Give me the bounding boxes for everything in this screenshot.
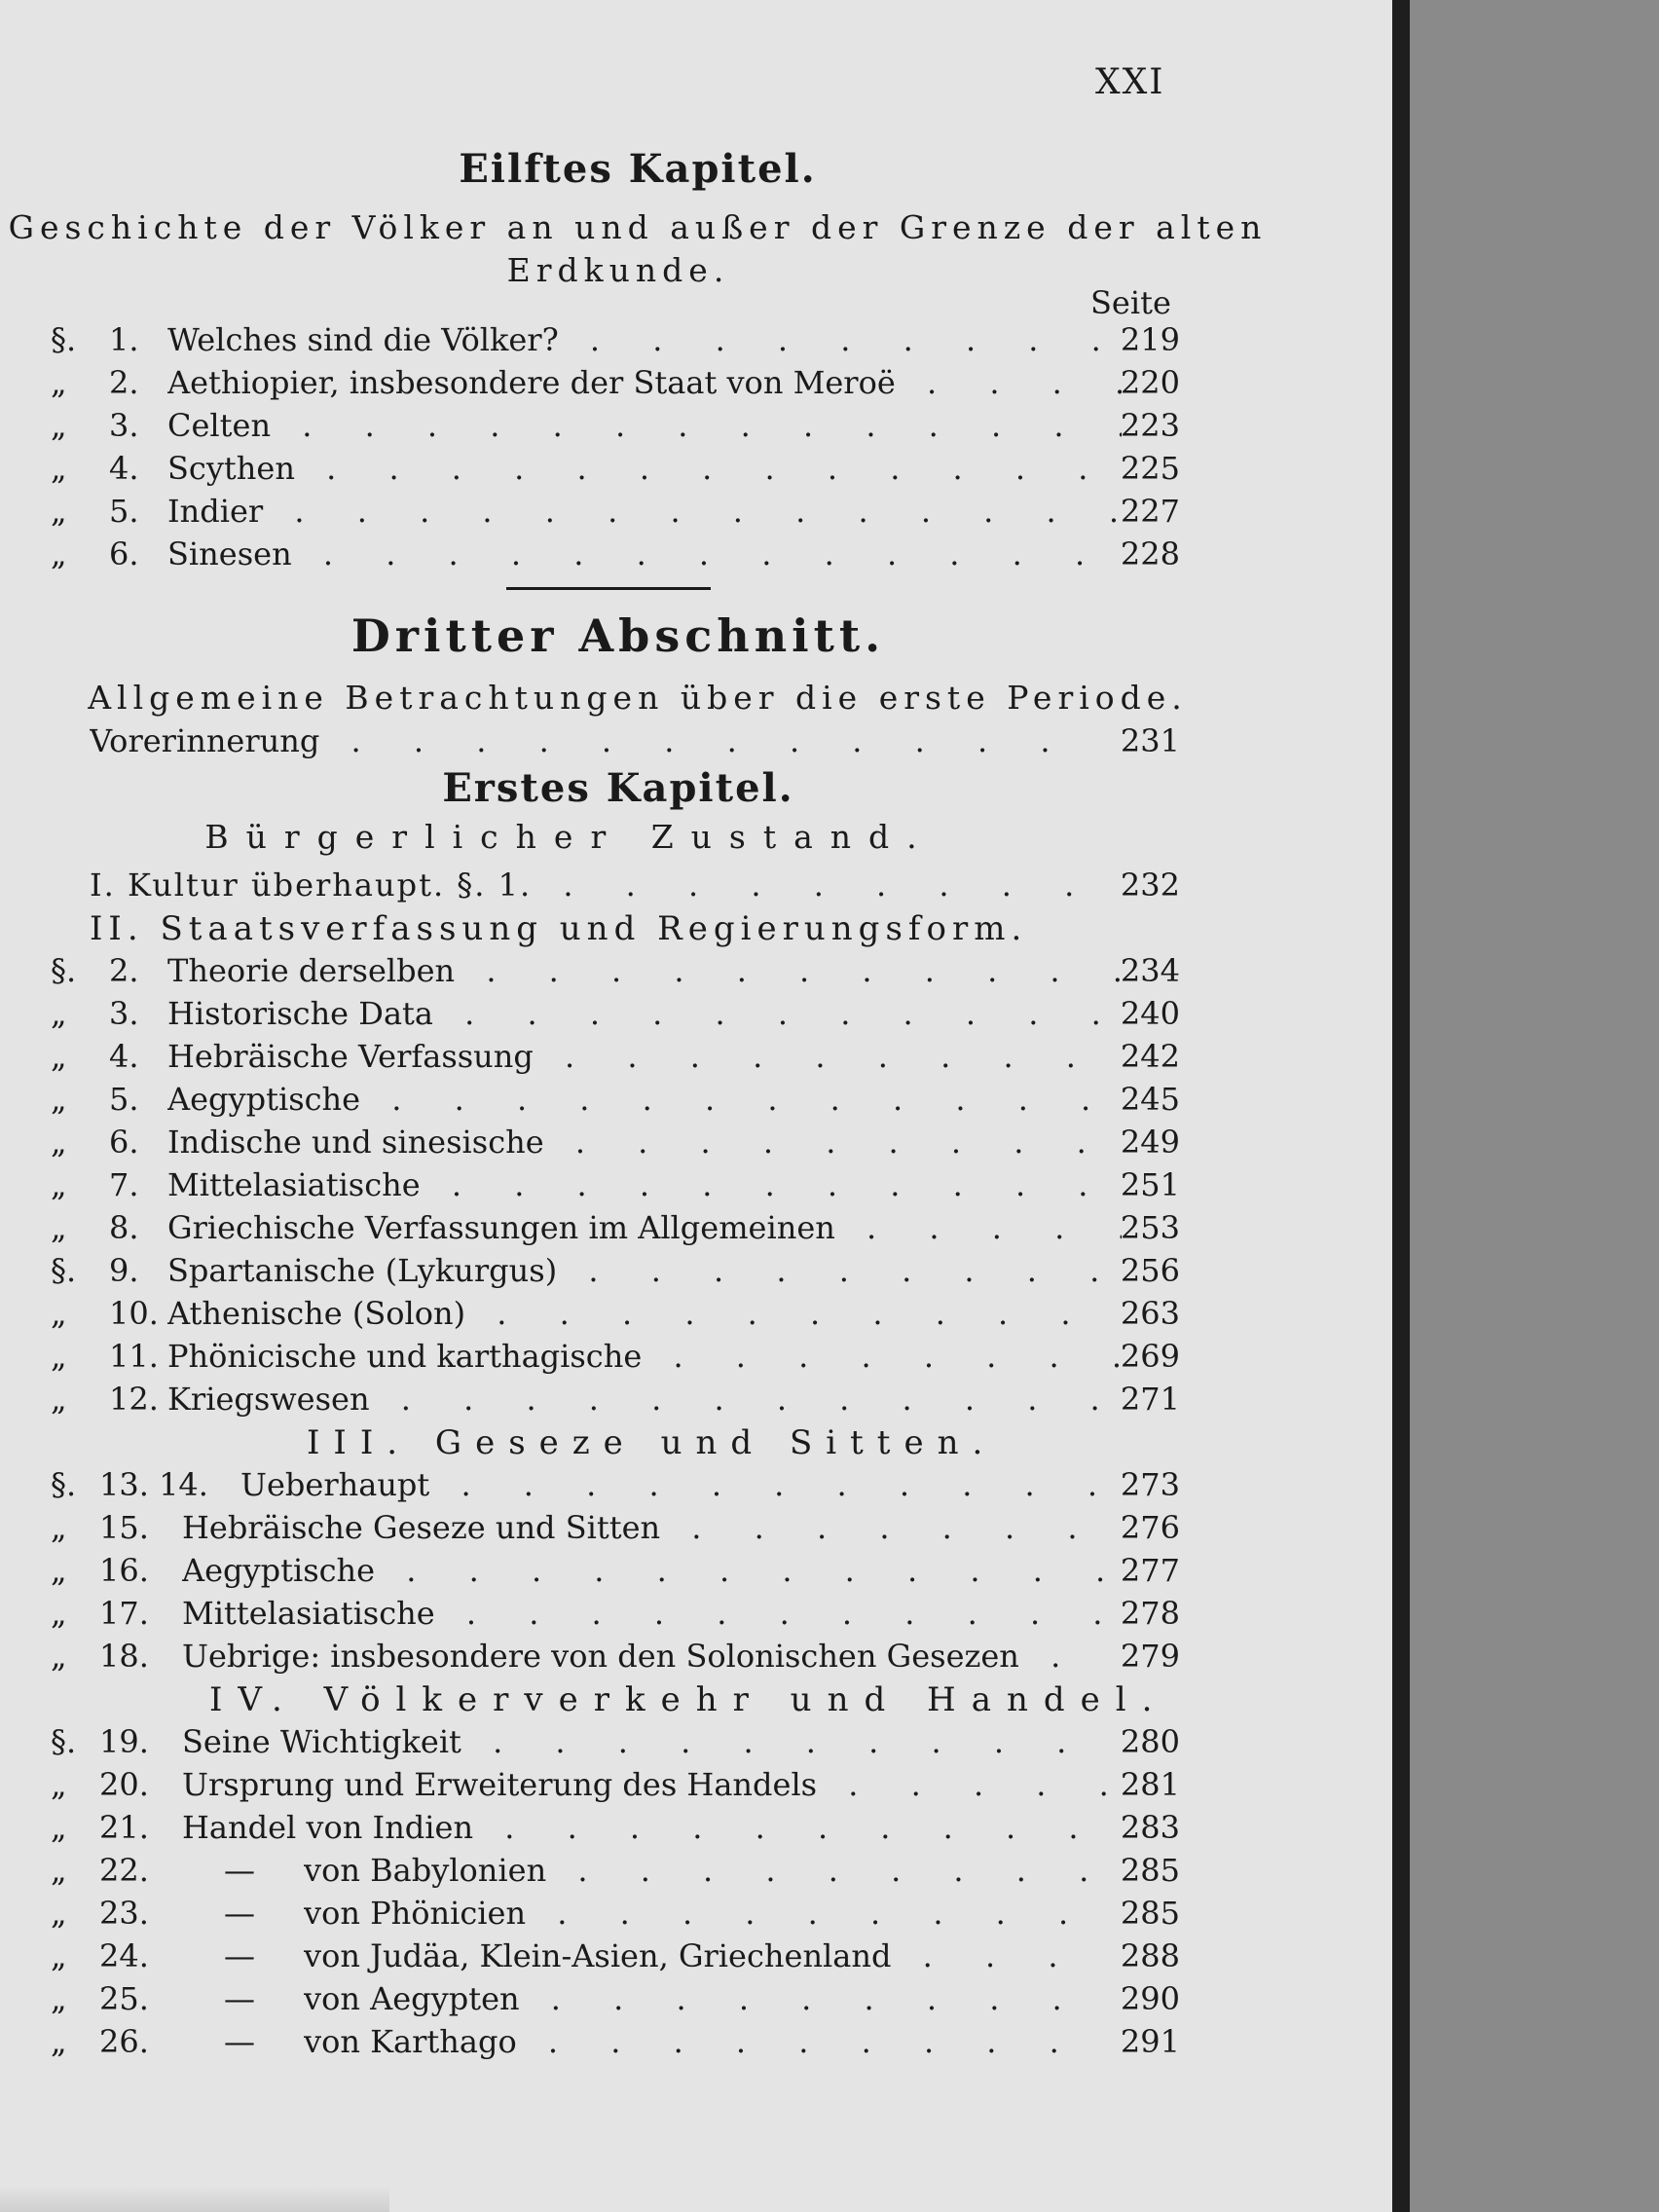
part-3-title: III. Geseze und Sitten. <box>307 1423 997 1462</box>
section-3-title: Dritter Abschnitt. <box>350 609 886 662</box>
entry-page: 291 <box>1120 2023 1180 2060</box>
ditto-mark: „ <box>51 1166 67 1203</box>
entry-page: 223 <box>1120 407 1180 444</box>
toc-row <box>51 1381 1180 1423</box>
ditto-mark: „ <box>51 1338 67 1375</box>
entry-title: Indier . . . <box>167 493 1122 530</box>
entry-number: 6. <box>109 1124 139 1161</box>
entry-number: 21. <box>99 1809 149 1846</box>
entry-number: 10. <box>109 1295 159 1332</box>
ditto-mark: „ <box>51 1509 67 1546</box>
entry-title: von Phönicien . . . <box>304 1895 1112 1932</box>
entry-page: 277 <box>1120 1552 1180 1589</box>
entry-page: 288 <box>1120 1937 1180 1974</box>
chapter-11-title: Eilftes Kapitel. <box>459 146 817 192</box>
entry-page: 249 <box>1120 1124 1180 1161</box>
ditto-mark: „ <box>51 1766 67 1803</box>
toc-row <box>51 1552 1180 1595</box>
entry-title: Aethiopier, insbesondere der Staat von Meroë . . . <box>167 364 1122 401</box>
entry-title: Kriegswesen . . . <box>167 1381 1122 1418</box>
entry-page: 234 <box>1120 952 1180 989</box>
entry-page: 276 <box>1120 1509 1180 1546</box>
ditto-mark: „ <box>51 1595 67 1632</box>
toc-row <box>51 1038 1180 1081</box>
toc-row <box>51 1466 1180 1509</box>
toc-row <box>51 1124 1180 1166</box>
toc-row <box>51 1895 1180 1937</box>
entry-page: 251 <box>1120 1166 1180 1203</box>
ditto-mark: „ <box>51 995 67 1032</box>
entry-number: 15. <box>99 1509 149 1546</box>
entry-number: 4. <box>109 450 139 487</box>
toc-row <box>51 1980 1180 2023</box>
ditto-mark: „ <box>51 1895 67 1932</box>
entry-title: Hebräische Geseze und Sitten . . . <box>182 1509 1112 1546</box>
page-bottom-shadow <box>0 2186 389 2212</box>
entry-page: 240 <box>1120 995 1180 1032</box>
ditto-mark: „ <box>51 1809 67 1846</box>
entry-page: 279 <box>1120 1638 1180 1675</box>
entry-number: 19. <box>99 1723 149 1760</box>
entry-page: 269 <box>1120 1338 1180 1375</box>
toc-row <box>51 1937 1180 1980</box>
entry-title: Sinesen . . . <box>167 535 1122 572</box>
entry-number: 12. <box>109 1381 159 1418</box>
entry-title: Theorie derselben . . . <box>167 952 1122 989</box>
toc-row <box>51 321 1180 364</box>
entry-page: 290 <box>1120 1980 1180 2017</box>
chapter-1-title: Erstes Kapitel. <box>442 765 794 811</box>
ditto-mark: „ <box>51 1852 67 1889</box>
entry-page: 231 <box>1120 722 1180 759</box>
entry-page: 242 <box>1120 1038 1180 1075</box>
entry-number: 9. <box>109 1252 139 1289</box>
entry-page: 280 <box>1120 1723 1180 1760</box>
entry-number: 6. <box>109 535 139 572</box>
entry-number: 3. <box>109 995 139 1032</box>
entry-page: 273 <box>1120 1466 1180 1503</box>
entry-number: 5. <box>109 1081 139 1118</box>
ditto-mark: „ <box>51 1937 67 1974</box>
entry-page: 253 <box>1120 1209 1180 1246</box>
toc-row <box>51 1595 1180 1638</box>
toc-row <box>51 450 1180 493</box>
ditto-mark: „ <box>51 493 67 530</box>
entry-number: 3. <box>109 407 139 444</box>
toc-row <box>51 952 1180 995</box>
toc-row <box>51 1852 1180 1895</box>
ditto-dash: — <box>224 1852 255 1889</box>
entry-title: I. Kultur überhaupt. §. 1. . . . <box>90 866 1083 903</box>
toc-row <box>51 364 1180 407</box>
toc-row-preface <box>90 722 1180 765</box>
paragraph-mark: §. <box>51 1466 77 1503</box>
ditto-mark: „ <box>51 450 67 487</box>
toc-row <box>51 1723 1180 1766</box>
part-4-title: IV. Völkerverkehr und Handel. <box>209 1680 1168 1719</box>
entry-number: 17. <box>99 1595 149 1632</box>
entry-title: von Aegypten . . . <box>304 1980 1112 2017</box>
toc-row-kultur <box>90 866 1180 909</box>
paragraph-mark: §. <box>51 1723 77 1760</box>
book-spine-edge <box>1392 0 1410 2212</box>
toc-row <box>51 1338 1180 1381</box>
chapter-1-subtitle: Bürgerlicher Zustand. <box>204 818 935 856</box>
seite-label: Seite <box>1090 284 1171 321</box>
ditto-mark: „ <box>51 1124 67 1161</box>
toc-row <box>51 1166 1180 1209</box>
entry-title: Handel von Indien . . . <box>182 1809 1112 1846</box>
entry-title: Celten . . . <box>167 407 1122 444</box>
entry-number: 24. <box>99 1937 149 1974</box>
entry-number: 2. <box>109 952 139 989</box>
entry-number: 16. <box>99 1552 149 1589</box>
entry-title: von Judäa, Klein-Asien, Griechenland . . . <box>304 1937 1112 1974</box>
ditto-mark: „ <box>51 1638 67 1675</box>
entry-page: 256 <box>1120 1252 1180 1289</box>
entry-page: 225 <box>1120 450 1180 487</box>
ditto-mark: „ <box>51 364 67 401</box>
paragraph-mark: §. <box>51 1252 77 1289</box>
entry-title: Mittelasiatische . . . <box>167 1166 1122 1203</box>
entry-title: Vorerinnerung . . . <box>90 722 1083 759</box>
entry-number: 18. <box>99 1638 149 1675</box>
entry-title: Uebrige: insbesondere von den Solonischen Gesezen . . . <box>182 1638 1112 1675</box>
toc-row <box>51 1295 1180 1338</box>
entry-number: 20. <box>99 1766 149 1803</box>
entry-title: Seine Wichtigkeit . . . <box>182 1723 1112 1760</box>
background-surface <box>1410 0 1659 2212</box>
entry-title: Griechische Verfassungen im Allgemeinen . . . <box>167 1209 1122 1246</box>
entry-title: Ursprung und Erweiterung des Handels . . . <box>182 1766 1112 1803</box>
entry-number: 23. <box>99 1895 149 1932</box>
entry-page: 228 <box>1120 535 1180 572</box>
part-2-title: II. Staatsverfassung und Regierungsform. <box>90 909 1028 948</box>
toc-row <box>51 1766 1180 1809</box>
toc-row <box>51 1638 1180 1680</box>
entry-number: 13. 14. <box>99 1466 208 1503</box>
entry-page: 263 <box>1120 1295 1180 1332</box>
page-number: XXI <box>1095 62 1165 102</box>
entry-title: Ueberhaupt . . . <box>240 1466 1112 1503</box>
ditto-mark: „ <box>51 1038 67 1075</box>
entry-page: 278 <box>1120 1595 1180 1632</box>
entry-page: 232 <box>1120 866 1180 903</box>
entry-number: 5. <box>109 493 139 530</box>
ditto-dash: — <box>224 1895 255 1932</box>
entry-number: 26. <box>99 2023 149 2060</box>
entry-number: 1. <box>109 321 139 358</box>
entry-page: 281 <box>1120 1766 1180 1803</box>
chapter-11-subtitle-line2: Erdkunde. <box>506 251 730 289</box>
toc-row <box>51 1252 1180 1295</box>
toc-row <box>51 1209 1180 1252</box>
entry-page: 220 <box>1120 364 1180 401</box>
entry-title: Mittelasiatische . . . <box>182 1595 1112 1632</box>
entry-page: 245 <box>1120 1081 1180 1118</box>
entry-title: Spartanische (Lykurgus) . . . <box>167 1252 1122 1289</box>
entry-page: 219 <box>1120 321 1180 358</box>
entry-page: 283 <box>1120 1809 1180 1846</box>
entry-title: Historische Data . . . <box>167 995 1122 1032</box>
chapter-11-subtitle-line1: Geschichte der Völker an und außer der Grenze der alten <box>8 208 1268 246</box>
ditto-mark: „ <box>51 1295 67 1332</box>
ditto-mark: „ <box>51 535 67 572</box>
entry-title: von Babylonien . . . <box>304 1852 1112 1889</box>
entry-number: 25. <box>99 1980 149 2017</box>
toc-row <box>51 1809 1180 1852</box>
entry-page: 271 <box>1120 1381 1180 1418</box>
entry-title: von Karthago . . . <box>304 2023 1112 2060</box>
entry-page: 285 <box>1120 1852 1180 1889</box>
entry-number: 8. <box>109 1209 139 1246</box>
entry-title: Welches sind die Völker? . . . <box>167 321 1122 358</box>
toc-row <box>51 1509 1180 1552</box>
entry-title: Scythen . . . <box>167 450 1122 487</box>
entry-number: 22. <box>99 1852 149 1889</box>
toc-row <box>51 995 1180 1038</box>
entry-title: Hebräische Verfassung . . . <box>167 1038 1122 1075</box>
entry-number: 4. <box>109 1038 139 1075</box>
section-divider <box>506 587 711 590</box>
entry-title: Aegyptische . . . <box>182 1552 1112 1589</box>
toc-row <box>51 1081 1180 1124</box>
entry-page: 227 <box>1120 493 1180 530</box>
paragraph-mark: §. <box>51 321 77 358</box>
toc-row <box>51 2023 1180 2066</box>
entry-number: 11. <box>109 1338 159 1375</box>
ditto-dash: — <box>224 1980 255 2017</box>
entry-number: 7. <box>109 1166 139 1203</box>
ditto-dash: — <box>224 1937 255 1974</box>
toc-row <box>51 493 1180 535</box>
entry-number: 2. <box>109 364 139 401</box>
ditto-mark: „ <box>51 1209 67 1246</box>
toc-row <box>51 535 1180 578</box>
section-3-subtitle: Allgemeine Betrachtungen über die erste Periode. <box>88 679 1188 717</box>
entry-page: 285 <box>1120 1895 1180 1932</box>
ditto-mark: „ <box>51 1081 67 1118</box>
entry-title: Athenische (Solon) . . . <box>167 1295 1122 1332</box>
ditto-mark: „ <box>51 407 67 444</box>
entry-title: Aegyptische . . . <box>167 1081 1122 1118</box>
toc-row <box>51 407 1180 450</box>
entry-title: Phönicische und karthagische . . . <box>167 1338 1122 1375</box>
ditto-mark: „ <box>51 1980 67 2017</box>
ditto-dash: — <box>224 2023 255 2060</box>
ditto-mark: „ <box>51 1552 67 1589</box>
ditto-mark: „ <box>51 1381 67 1418</box>
paragraph-mark: §. <box>51 952 77 989</box>
ditto-mark: „ <box>51 2023 67 2060</box>
entry-title: Indische und sinesische . . . <box>167 1124 1122 1161</box>
